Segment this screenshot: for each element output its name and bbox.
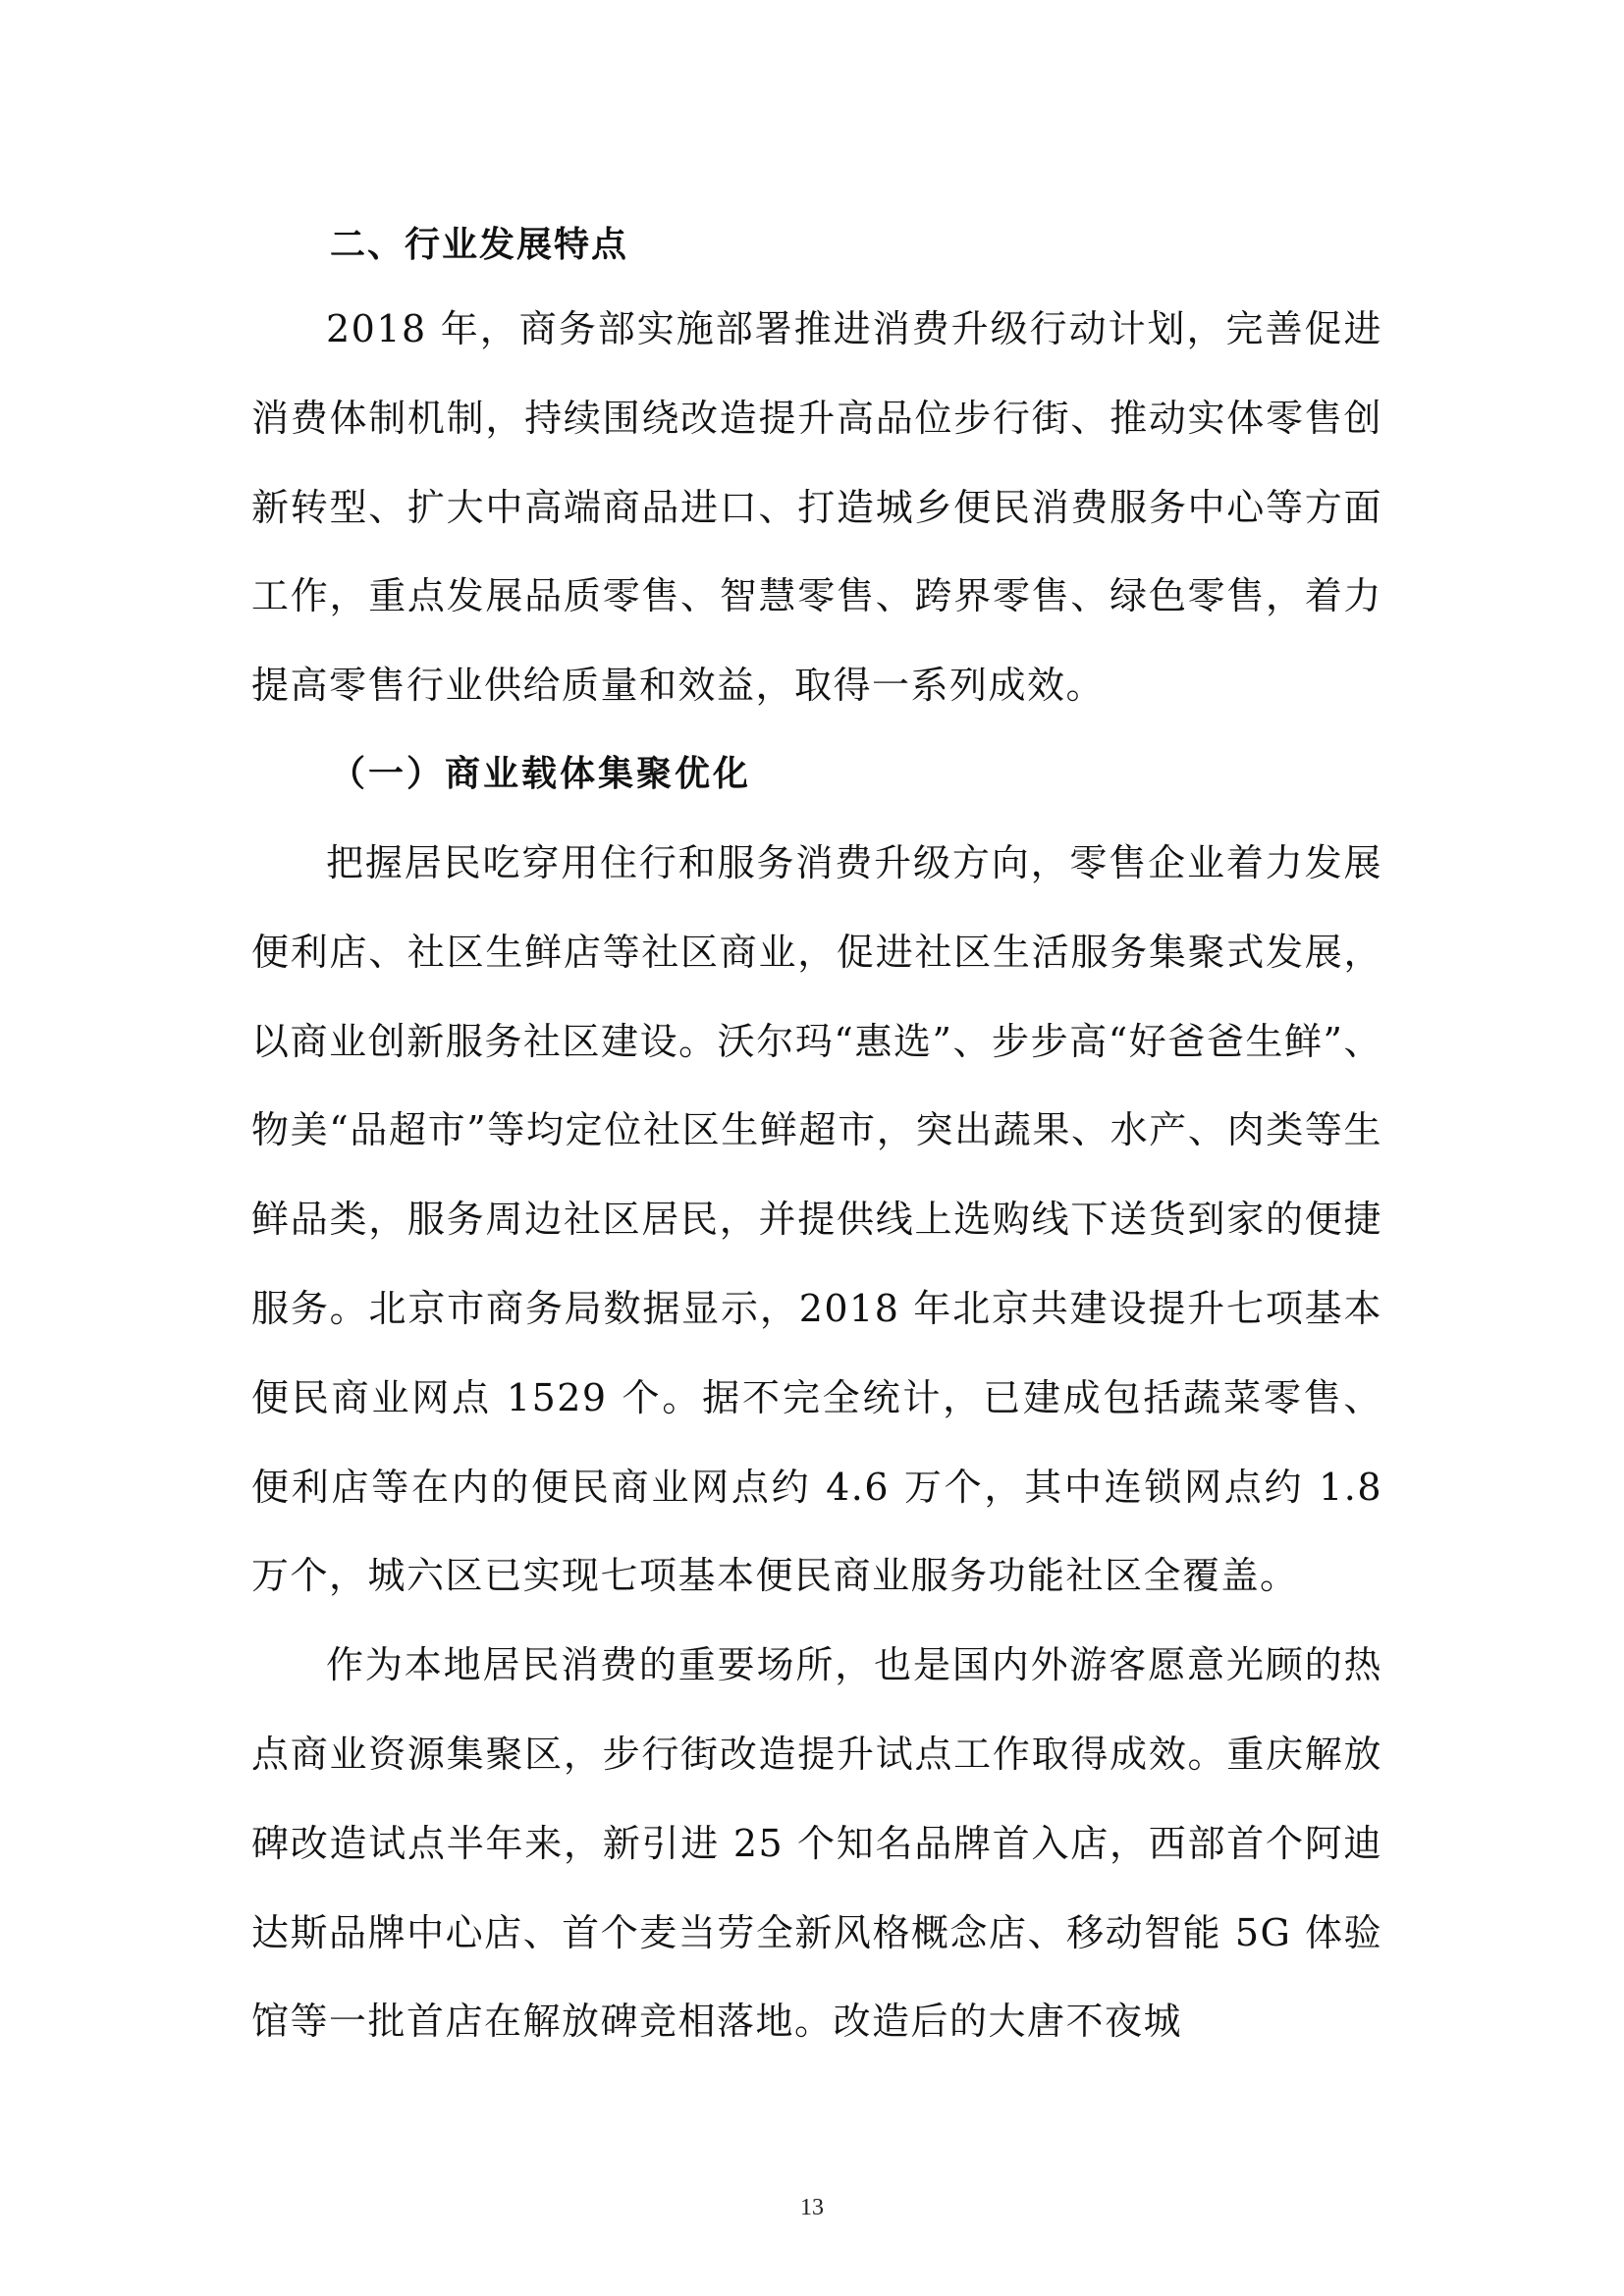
intro-paragraph: 2018 年，商务部实施部署推进消费升级行动计划，完善促进消费体制机制，持续围绕改造提升高品位步行街、推动实体零售创新转型、扩大中高端商品进口、打造城乡便民消费服务中心等方面工作，重点发展品质零售、智慧零售、跨界零售、绿色零售，着力提高零售行业供给质量和效益，取得一系列成效。 bbox=[251, 307, 1382, 708]
section-heading: 二、行业发展特点 bbox=[330, 225, 629, 265]
body-paragraph: 把握居民吃穿用住行和服务消费升级方向，零售企业着力发展便利店、社区生鲜店等社区商业，促进社区生活服务集聚式发展，以商业创新服务社区建设。沃尔玛“惠选”、步步高“好爸爸生鲜”、物美“品超市”等均定位社区生鲜超市，突出蔬果、水产、肉类等生鲜品类，服务周边社区居民，并提供线上选购线下送货到家的便捷服务。北京市商务局数据显示，2018 年北京共建设提升七项基本便民商业网点 1529 个。据不完全统计，已建成包括蔬菜零售、便利店等在内的便民商业网点约 4.6 万个，其中连锁网点约 1.8 万个，城六区已实现七项基本便民商业服务功能社区全覆盖。 bbox=[251, 840, 1382, 1598]
page-number: 13 bbox=[800, 2195, 824, 2220]
body-paragraph: 作为本地居民消费的重要场所，也是国内外游客愿意光顾的热点商业资源集聚区，步行街改造提升试点工作取得成效。重庆解放碑改造试点半年来，新引进 25 个知名品牌首入店，西部首个阿迪达斯品牌中心店、首个麦当劳全新风格概念店、移动智能 5G 体验馆等一批首店在解放碑竞相落地。改造后的大唐不夜城 bbox=[251, 1643, 1382, 2044]
subsection-heading: （一）商业载体集聚优化 bbox=[330, 753, 752, 794]
page-content bbox=[251, 206, 1382, 2066]
